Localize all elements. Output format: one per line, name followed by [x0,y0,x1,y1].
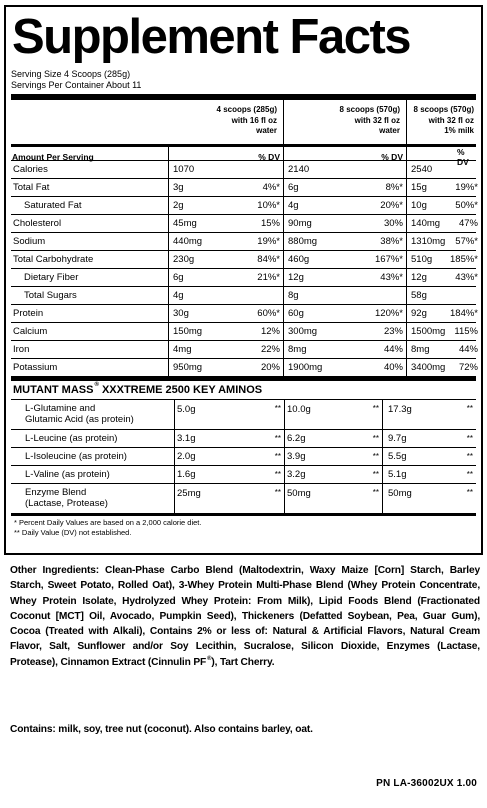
amino-name: L-Glutamine and Glutamic Acid (as protein) [11,400,175,429]
amino-amount-3: 5.1g [388,469,407,480]
amino-dv-1: ** [256,400,285,429]
dv-1: 15% [234,215,284,232]
amount-3: 2540 [411,164,433,175]
amino-amount-1: 3.1g [177,433,196,444]
amino-dv-3: ** [466,434,473,443]
amount-1: 3g [173,182,184,193]
nutrient-name: Total Fat [11,179,169,196]
amino-dv-1: ** [256,448,285,465]
dv-1 [234,287,284,304]
amino-dv-1: ** [256,484,285,513]
panel-title: Supplement Facts [12,10,411,64]
nutrient-row [11,268,476,286]
amino-table [11,399,476,513]
dv-2: 43%* [360,269,407,286]
amount-2: 6g [288,182,299,193]
amount-1: 2g [173,200,184,211]
dv-2 [360,287,407,304]
amount-3: 92g [411,308,427,319]
amino-name: L-Leucine (as protein) [11,430,175,447]
nutrient-table [11,160,476,376]
amount-2: 880mg [288,236,318,247]
amino-amount-2: 3.2g [287,469,306,480]
amount-1: 1070 [173,164,195,175]
dv-3: 43%* [455,272,478,283]
dv-2: 44% [360,341,407,358]
column-header-3: 8 scoops (570g) with 32 fl oz 1% milk [413,105,474,135]
amount-per-serving-header [11,144,476,167]
nutrient-row [11,304,476,322]
nutrient-row [11,322,476,340]
amount-label: Amount Per Serving [11,147,169,167]
dv-1: 20% [234,359,284,376]
amino-row [11,399,476,429]
nutrient-row [11,196,476,214]
amino-amount-1: 25mg [177,488,201,499]
nutrient-name: Total Sugars [11,287,169,304]
nutrient-row [11,214,476,232]
amino-amount-1: 5.0g [177,404,196,415]
amount-2: 8g [288,290,299,301]
amount-3: 10g [411,200,427,211]
amino-name: L-Isoleucine (as protein) [11,448,175,465]
amount-1: 4g [173,290,184,301]
nutrient-name: Sodium [11,233,169,250]
dv-2: 167%* [360,251,407,268]
dv-1: 12% [234,323,284,340]
amino-dv-3: ** [466,470,473,479]
dv-1: 22% [234,341,284,358]
nutrient-name: Total Carbohydrate [11,251,169,268]
amount-3: 3400mg [411,362,446,373]
amino-amount-3: 50mg [388,488,412,499]
dv-header-2: % DV [360,147,407,167]
nutrient-row [11,286,476,304]
amino-section-title: MUTANT MASS® XXXTREME 2500 KEY AMINOS [13,382,263,396]
dv-3: 19%* [455,182,478,193]
nutrient-row [11,160,476,178]
dv-2: 40% [360,359,407,376]
dv-2: 20%* [360,197,407,214]
dv-3: 72% [458,362,478,373]
amount-1: 45mg [173,218,197,229]
amount-2: 8mg [288,344,307,355]
dv-2: 30% [360,215,407,232]
amount-3: 58g [411,290,427,301]
amount-3: 1500mg [411,326,446,337]
dv-2: 8%* [360,179,407,196]
amount-1: 6g [173,272,184,283]
amino-row [11,447,476,465]
amount-2: 4g [288,200,299,211]
amount-3: 1310mg [411,236,446,247]
amino-amount-2: 6.2g [287,433,306,444]
dv-2: 23% [360,323,407,340]
dv-3: 50%* [455,200,478,211]
dv-1: 84%* [234,251,284,268]
amino-amount-2: 3.9g [287,451,306,462]
amino-dv-2: ** [361,466,383,483]
dv-3: 57%* [455,236,478,247]
amino-dv-3: ** [466,488,473,497]
dv-3 [457,287,480,304]
amount-2: 90mg [288,218,312,229]
column-headers [11,100,476,144]
dv-3: 115% [454,326,478,337]
amount-1: 230g [173,254,195,265]
nutrient-name: Saturated Fat [11,197,169,214]
amino-dv-2: ** [361,484,383,513]
amount-2: 300mg [288,326,318,337]
dv-header-1: % DV [234,147,284,167]
amino-dv-2: ** [361,430,383,447]
nutrient-name: Calories [11,161,169,178]
amino-dv-2: ** [361,448,383,465]
dv-3 [457,161,480,178]
dv-3: 184%* [450,308,478,319]
dv-1: 19%* [234,233,284,250]
footnote-dv-not-established: ** Daily Value (DV) not established. [14,527,132,537]
footnote-percent-dv: * Percent Daily Values are based on a 2,000 calorie diet. [14,518,202,527]
nutrient-row [11,250,476,268]
header-blank [11,100,169,144]
dv-1: 21%* [234,269,284,286]
supplement-facts-panel [4,5,483,555]
amino-name: L-Valine (as protein) [11,466,175,483]
amount-3: 15g [411,182,427,193]
amino-amount-3: 17.3g [388,404,412,415]
dv-2: 120%* [360,305,407,322]
column-header-2: 8 scoops (570g) with 32 fl oz water [284,100,407,144]
column-header-1: 4 scoops (285g) with 16 fl oz water [169,100,284,144]
amount-2: 12g [288,272,304,283]
part-number: PN LA-36002UX 1.00 [376,778,477,789]
amino-row [11,429,476,447]
amino-amount-3: 9.7g [388,433,407,444]
amino-dv-1: ** [256,430,285,447]
amino-dv-3: ** [466,404,473,413]
amino-amount-1: 2.0g [177,451,196,462]
amino-dv-2: ** [361,400,383,429]
amino-dv-3: ** [466,452,473,461]
amino-amount-2: 10.0g [287,404,311,415]
amount-1: 30g [173,308,189,319]
amino-dv-1: ** [256,466,285,483]
amount-3: 510g [411,254,433,265]
nutrient-name: Calcium [11,323,169,340]
dv-1: 10%* [234,197,284,214]
nutrient-row [11,178,476,196]
dv-1: 60%* [234,305,284,322]
amount-1: 150mg [173,326,203,337]
amino-amount-3: 5.5g [388,451,407,462]
nutrient-name: Protein [11,305,169,322]
nutrient-row [11,340,476,358]
nutrient-name: Dietary Fiber [11,269,169,286]
servings-per-container: Servings Per Container About 11 [11,79,142,90]
nutrient-name: Iron [11,341,169,358]
amount-1: 950mg [173,362,203,373]
amino-amount-1: 1.6g [177,469,196,480]
amount-1: 440mg [173,236,203,247]
nutrient-row [11,232,476,250]
amino-row [11,483,476,513]
dv-3: 185%* [450,254,478,265]
other-ingredients: Other Ingredients: Clean-Phase Carbo Blend (Maltodextrin, Waxy Maize [Corn] Starch, Barley Starch, Sweet Potato, Rolled Oat), 3-Whey Protein Multi-Phase Blend (Whey Protein Concentrate, Whey Protein Isolate, Hydrolyzed Whey Protein: From Milk), Lipid Foods Blend (Fractionated Coconut [MCT] Oil, Avocado, Pumpkin Seed), Thickeners (Defatted Soybean, Pea, Guar Gum), Cocoa (Treated with Alkali), Contains 2% or less of: Natural & Artificial Flavors, Natural Cream Flavor, Salt, Sunflower and/or Soy Lecithin, Sucralose, Silicon Dioxide, Enzymes (Lactase, Protease), Cinnamon Extract (Cinnulin PF®), Tart Cherry. [10,565,480,668]
dv-1: 4%* [234,179,284,196]
nutrient-row [11,358,476,376]
dv-2 [360,161,407,178]
amount-2: 1900mg [288,362,323,373]
nutrient-name: Cholesterol [11,215,169,232]
amount-2: 460g [288,254,310,265]
allergen-statement: Contains: milk, soy, tree nut (coconut). Also contains barley, oat. [10,724,313,735]
serving-size: Serving Size 4 Scoops (285g) [11,69,131,79]
nutrient-name: Potassium [11,359,169,376]
dv-3: 47% [458,218,478,229]
amino-row [11,465,476,483]
amount-3: 140mg [411,218,441,229]
amount-3: 8mg [411,344,430,355]
dv-2: 38%* [360,233,407,250]
amount-3: 12g [411,272,427,283]
amount-2: 2140 [288,164,310,175]
amino-name: Enzyme Blend (Lactase, Protease) [11,484,175,513]
dv-1 [234,161,284,178]
dv-3: 44% [458,344,478,355]
dv-header-3: % DV [457,147,469,167]
amount-2: 60g [288,308,304,319]
amino-amount-2: 50mg [287,488,311,499]
amount-1: 4mg [173,344,192,355]
